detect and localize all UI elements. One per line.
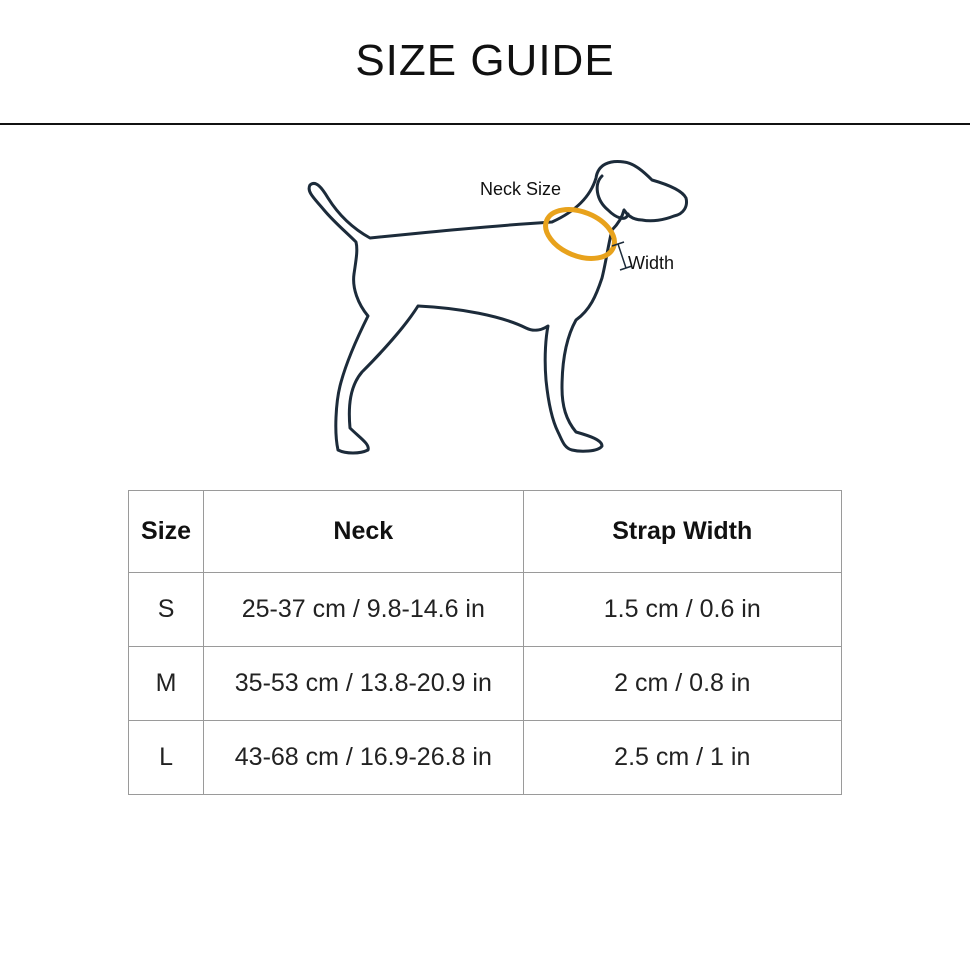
size-cell: S: [129, 573, 204, 647]
strap-cell: 2 cm / 0.8 in: [523, 647, 841, 721]
dog-outline: [309, 162, 686, 453]
neck-cell: 35-53 cm / 13.8-20.9 in: [204, 647, 523, 721]
header-strap-width: Strap Width: [523, 491, 841, 573]
neck-cell: 25-37 cm / 9.8-14.6 in: [204, 573, 523, 647]
size-cell: M: [129, 647, 204, 721]
width-indicator-line: [618, 244, 626, 268]
page-title: SIZE GUIDE: [355, 36, 615, 85]
table-row: [129, 573, 842, 647]
header-size: Size: [129, 491, 204, 573]
strap-cell: 2.5 cm / 1 in: [523, 721, 841, 795]
size-cell: L: [129, 721, 204, 795]
neck-size-label: Neck Size: [480, 179, 562, 199]
table-row: [129, 647, 842, 721]
header-neck: Neck: [204, 491, 523, 573]
width-label: Width: [628, 253, 675, 273]
table-header-row: [129, 491, 842, 573]
dog-illustration: [290, 150, 710, 470]
table-row: [129, 721, 842, 795]
header-divider: [0, 123, 970, 125]
neck-cell: 43-68 cm / 16.9-26.8 in: [204, 721, 523, 795]
size-table: [128, 490, 842, 795]
strap-cell: 1.5 cm / 0.6 in: [523, 573, 841, 647]
